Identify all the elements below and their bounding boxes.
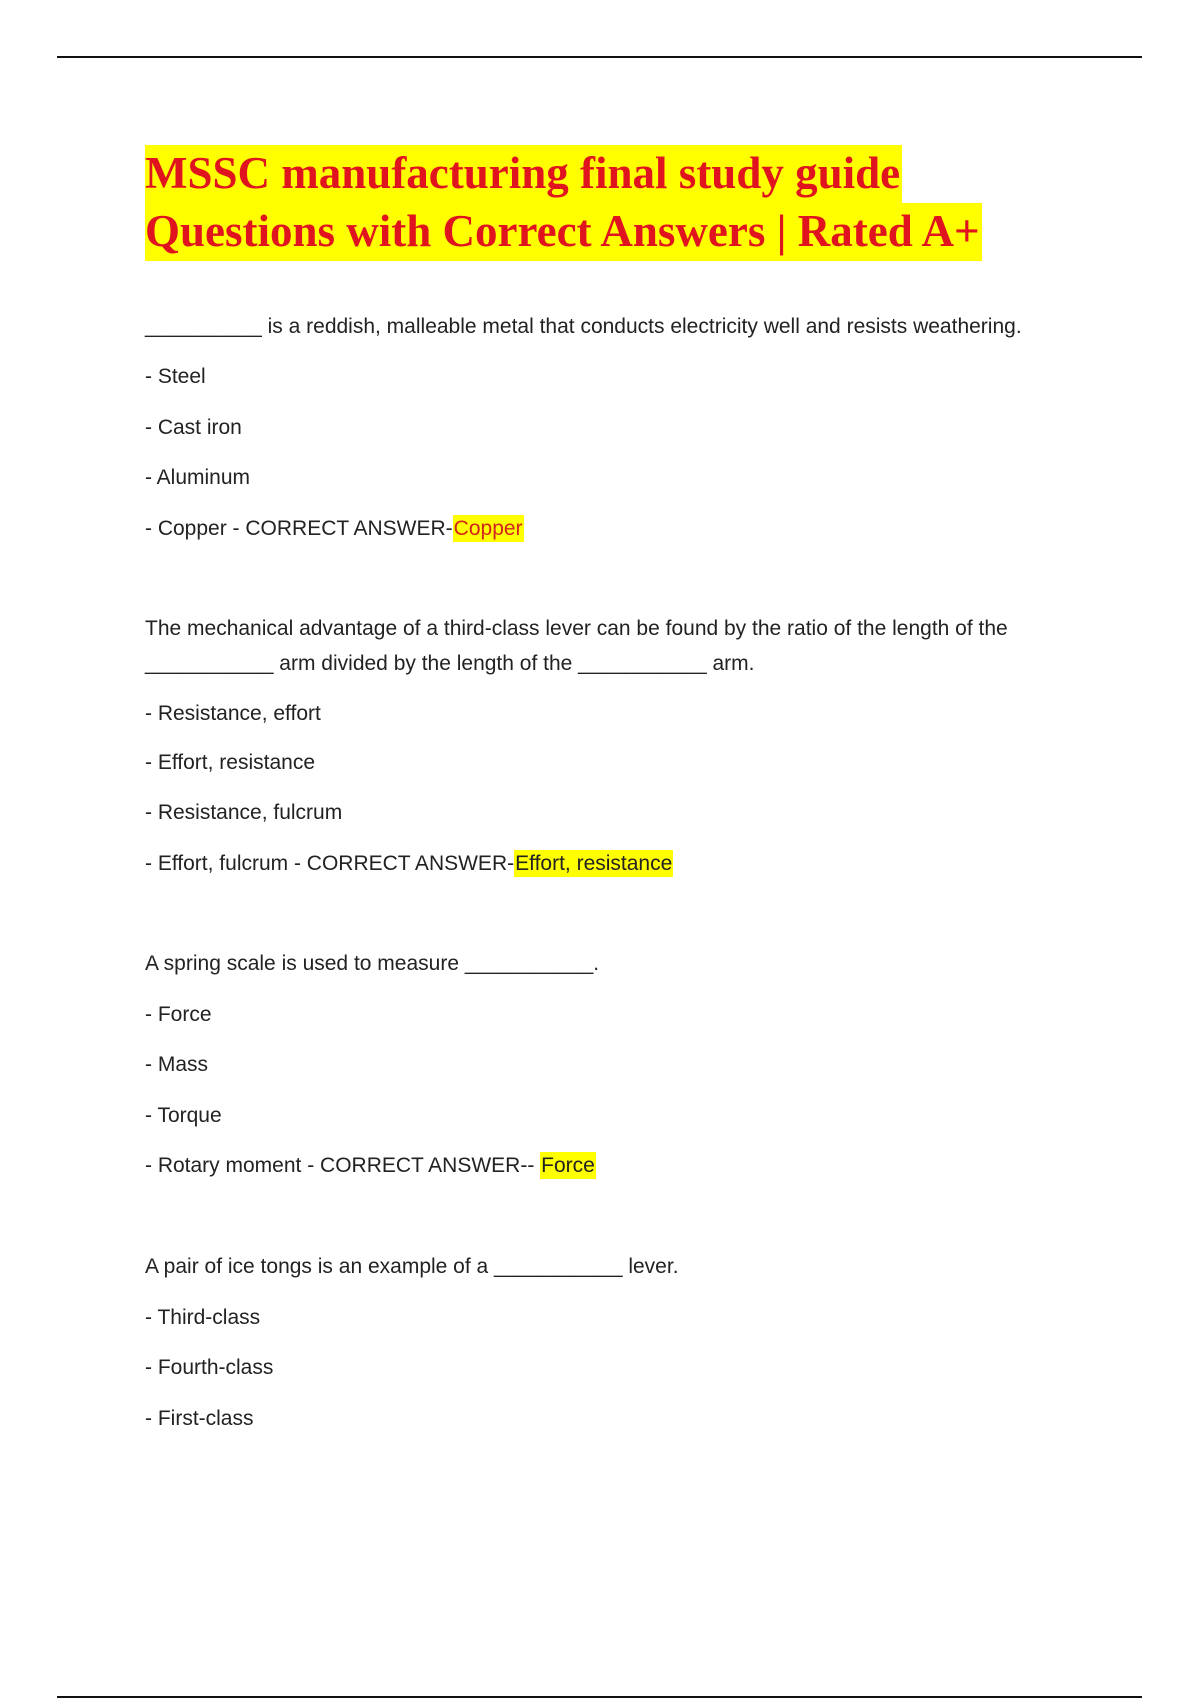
question-1-option-4 bbox=[145, 516, 524, 542]
question-4-option-3: - First-class bbox=[145, 1407, 254, 1430]
bottom-rule bbox=[57, 1696, 1142, 1698]
question-1-option-4-label: - Copper - CORRECT ANSWER- bbox=[145, 517, 453, 540]
question-2-option-3: - Resistance, fulcrum bbox=[145, 801, 343, 824]
top-rule bbox=[57, 56, 1142, 58]
question-3-answer: Force bbox=[541, 1154, 595, 1177]
question-1-option-3: - Aluminum bbox=[145, 466, 251, 489]
question-4-option-1: - Third-class bbox=[145, 1306, 261, 1329]
question-2-option-1: - Resistance, effort bbox=[145, 702, 321, 725]
page-title bbox=[145, 145, 982, 261]
title-line-1: MSSC manufacturing final study guide bbox=[145, 145, 902, 203]
question-3-option-4 bbox=[145, 1153, 596, 1179]
title-line-2: Questions with Correct Answers | Rated A+ bbox=[145, 203, 982, 261]
question-4-text: A pair of ice tongs is an example of a ___________ lever. bbox=[145, 1255, 679, 1278]
question-3-text: A spring scale is used to measure ___________. bbox=[145, 952, 600, 975]
question-1-option-1: - Steel bbox=[145, 365, 206, 388]
question-2-option-2: - Effort, resistance bbox=[145, 751, 316, 774]
question-2-answer: Effort, resistance bbox=[515, 852, 673, 875]
question-3-option-2: - Mass bbox=[145, 1053, 208, 1076]
question-3-option-3: - Torque bbox=[145, 1104, 222, 1127]
question-3-option-4-label: - Rotary moment - CORRECT ANSWER-- bbox=[145, 1154, 541, 1177]
question-2-option-4 bbox=[145, 851, 673, 877]
question-2-text-line-1: The mechanical advantage of a third-class lever can be found by the ratio of the length of the bbox=[145, 617, 1008, 640]
question-1-text: __________ is a reddish, malleable metal that conducts electricity well and resists weathering. bbox=[145, 315, 1022, 338]
question-2-option-4-label: - Effort, fulcrum - CORRECT ANSWER- bbox=[145, 852, 515, 875]
question-1-option-2: - Cast iron bbox=[145, 416, 242, 439]
question-4-option-2: - Fourth-class bbox=[145, 1356, 274, 1379]
question-1-answer: Copper bbox=[453, 517, 523, 540]
question-3-option-1: - Force bbox=[145, 1003, 212, 1026]
question-2-text-line-2: ___________ arm divided by the length of the ___________ arm. bbox=[145, 652, 755, 675]
